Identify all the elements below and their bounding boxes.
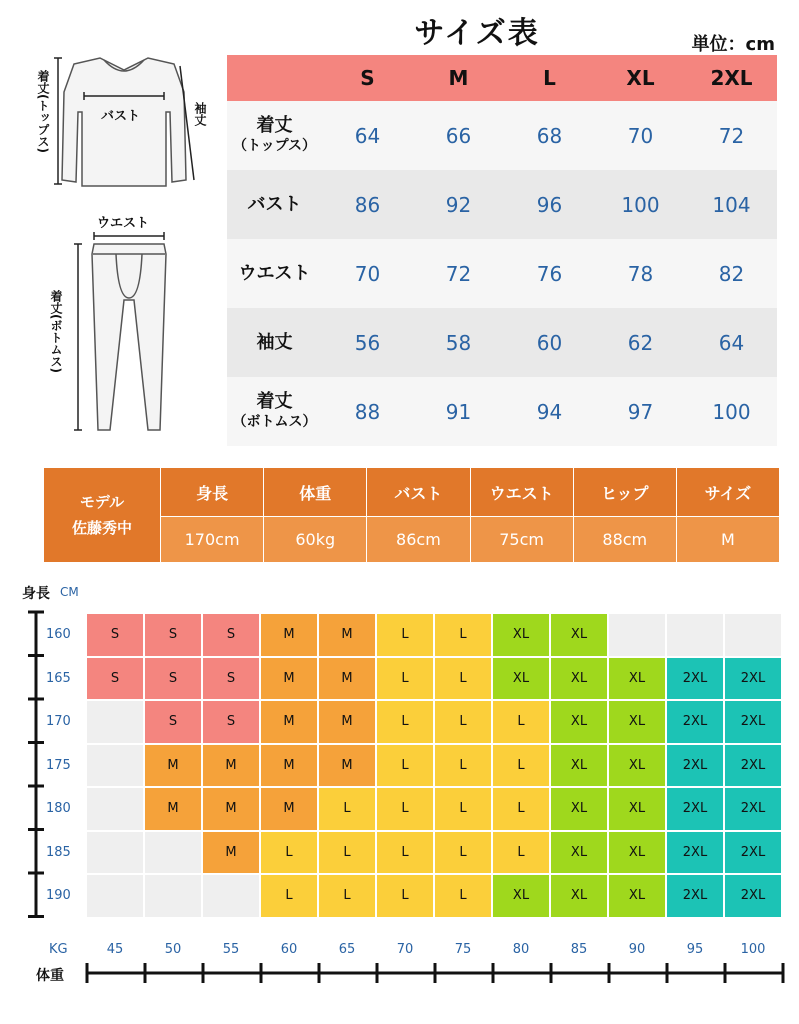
grid-cell: XL <box>609 745 665 787</box>
height-tick-label: 160 <box>46 627 71 642</box>
bust-label: バスト <box>101 109 141 124</box>
size-value-cell: 70 <box>627 123 654 148</box>
grid-cell: M <box>203 745 259 787</box>
size-row-label-sub: （ボトムス） <box>232 413 317 430</box>
grid-cell: L <box>377 745 433 787</box>
grid-cell: XL <box>493 658 549 700</box>
size-value-cell: 58 <box>445 330 472 355</box>
grid-cell: L <box>377 875 433 917</box>
size-value-cell: 96 <box>536 192 563 217</box>
size-value-cell: 86 <box>354 192 381 217</box>
grid-cell: L <box>377 832 433 874</box>
model-header: サイズ <box>677 468 779 517</box>
grid-cell <box>609 614 665 656</box>
grid-cell: L <box>435 875 491 917</box>
size-value-cell: 82 <box>718 261 745 286</box>
size-row-label-sub: （トップス） <box>232 137 317 154</box>
grid-cell: M <box>203 788 259 830</box>
model-value: 60kg <box>264 517 366 562</box>
height-tick-label: 170 <box>46 714 71 729</box>
grid-cell <box>203 875 259 917</box>
model-name: 佐藤秀中 <box>71 519 132 537</box>
grid-cell: 2XL <box>667 788 723 830</box>
grid-cell: L <box>377 658 433 700</box>
size-value-cell: 88 <box>354 399 381 424</box>
grid-cell: 2XL <box>725 745 781 787</box>
size-grid <box>87 614 784 920</box>
height-tick-label: 180 <box>46 801 71 816</box>
grid-cell: S <box>203 614 259 656</box>
grid-cell: 2XL <box>725 875 781 917</box>
grid-cell <box>145 875 201 917</box>
size-value-cell: 100 <box>621 192 660 217</box>
grid-cell <box>87 832 143 874</box>
grid-cell: XL <box>609 701 665 743</box>
grid-cell: S <box>145 658 201 700</box>
grid-cell <box>725 614 781 656</box>
unit-label: 単位：cm <box>691 34 775 55</box>
grid-cell: L <box>377 701 433 743</box>
weight-tick-label: 65 <box>338 942 356 957</box>
grid-cell: M <box>319 745 375 787</box>
grid-cell: L <box>435 788 491 830</box>
grid-cell: 2XL <box>667 875 723 917</box>
grid-cell: M <box>319 701 375 743</box>
grid-cell: 2XL <box>667 745 723 787</box>
grid-cell: 2XL <box>725 701 781 743</box>
size-value-cell: 56 <box>354 330 381 355</box>
grid-cell: L <box>377 788 433 830</box>
grid-cell: XL <box>551 701 607 743</box>
size-value-cell: 64 <box>354 123 381 148</box>
size-value-cell: 78 <box>627 261 654 286</box>
page-title: サイズ表 <box>414 16 540 51</box>
size-value-cell: 100 <box>712 399 751 424</box>
grid-cell: S <box>87 614 143 656</box>
height-axis-title: 身長 <box>22 586 50 602</box>
grid-cell <box>87 788 143 830</box>
grid-cell: L <box>261 832 317 874</box>
weight-axis-title: 体重 <box>36 968 64 984</box>
model-header: ウエスト <box>471 468 573 517</box>
grid-cell: M <box>145 745 201 787</box>
grid-cell: 2XL <box>667 658 723 700</box>
weight-tick-label: 50 <box>164 942 182 957</box>
grid-cell: M <box>319 614 375 656</box>
size-value-cell: 64 <box>718 330 745 355</box>
grid-cell: S <box>145 701 201 743</box>
height-tick-label: 185 <box>46 844 71 860</box>
size-value-cell: 104 <box>712 192 751 217</box>
weight-tick-label: 75 <box>454 942 472 957</box>
size-value-cell: 72 <box>445 261 472 286</box>
grid-cell: M <box>319 658 375 700</box>
size-value-cell: 60 <box>536 330 563 355</box>
grid-cell: S <box>203 658 259 700</box>
grid-cell: XL <box>609 832 665 874</box>
size-value-cell: 76 <box>536 261 563 286</box>
grid-cell: L <box>435 745 491 787</box>
grid-cell: XL <box>551 875 607 917</box>
grid-cell <box>87 875 143 917</box>
weight-tick-label: 45 <box>106 942 124 957</box>
grid-cell: XL <box>551 832 607 874</box>
grid-cell: L <box>493 832 549 874</box>
weight-tick-label: 90 <box>628 942 646 957</box>
grid-cell: M <box>261 614 317 656</box>
grid-cell: XL <box>609 658 665 700</box>
model-value: M <box>677 517 779 562</box>
grid-cell <box>667 614 723 656</box>
grid-cell: 2XL <box>667 832 723 874</box>
size-row-label-main: バスト <box>247 193 302 215</box>
model-header: 身長 <box>161 468 263 517</box>
grid-cell: 2XL <box>725 832 781 874</box>
top-length-label: 着丈(トップス) <box>36 70 50 153</box>
grid-cell: L <box>493 745 549 787</box>
grid-cell <box>87 701 143 743</box>
grid-cell: 2XL <box>667 701 723 743</box>
size-row-label-main: ウエスト <box>238 262 311 284</box>
grid-cell: M <box>145 788 201 830</box>
sleeve-label: 袖丈 <box>193 102 207 126</box>
model-header: 体重 <box>264 468 366 517</box>
grid-cell: S <box>203 701 259 743</box>
size-value-cell: 97 <box>627 399 654 424</box>
grid-cell: S <box>87 658 143 700</box>
grid-cell: XL <box>609 875 665 917</box>
grid-cell: L <box>435 701 491 743</box>
grid-cell: L <box>319 875 375 917</box>
weight-tick-label: 60 <box>280 942 298 957</box>
size-value-cell: 66 <box>445 123 472 148</box>
grid-cell: L <box>319 832 375 874</box>
grid-cell: XL <box>493 875 549 917</box>
model-value: 88cm <box>574 517 676 562</box>
grid-cell: 2XL <box>725 658 781 700</box>
grid-cell: XL <box>609 788 665 830</box>
model-value: 170cm <box>161 517 263 562</box>
weight-unit: KG <box>49 942 68 957</box>
size-value-cell: 72 <box>718 123 745 148</box>
grid-cell: 2XL <box>725 788 781 830</box>
weight-tick-label: 95 <box>686 942 704 957</box>
size-row-label-main: 着丈 <box>256 390 293 412</box>
grid-cell: L <box>319 788 375 830</box>
size-row-label-main: 袖丈 <box>256 331 293 353</box>
weight-tick-label: 100 <box>740 942 766 957</box>
size-value-cell: 94 <box>536 399 563 424</box>
grid-cell: L <box>377 614 433 656</box>
height-tick-label: 190 <box>46 888 71 903</box>
grid-cell: M <box>261 701 317 743</box>
grid-cell <box>87 745 143 787</box>
grid-cell: L <box>493 788 549 830</box>
grid-cell: XL <box>551 788 607 830</box>
weight-tick-label: 55 <box>222 942 240 957</box>
grid-cell: XL <box>551 745 607 787</box>
height-tick-label: 175 <box>46 757 71 773</box>
model-header: ヒップ <box>574 468 676 517</box>
grid-cell: S <box>145 614 201 656</box>
height-tick-label: 165 <box>46 670 71 686</box>
model-value: 86cm <box>367 517 469 562</box>
weight-tick-label: 80 <box>512 942 530 957</box>
size-header-cell: L <box>543 66 556 90</box>
bottom-length-label: 着丈(ボトムス) <box>49 290 63 373</box>
size-header-cell: S <box>360 66 375 90</box>
grid-cell: M <box>261 788 317 830</box>
grid-cell: XL <box>493 614 549 656</box>
size-value-cell: 92 <box>445 192 472 217</box>
size-header-cell: M <box>448 66 469 90</box>
grid-cell: XL <box>551 658 607 700</box>
grid-cell: M <box>261 658 317 700</box>
grid-cell: L <box>435 832 491 874</box>
size-value-cell: 68 <box>536 123 563 148</box>
grid-cell: XL <box>551 614 607 656</box>
size-row-label-main: 着丈 <box>256 114 293 136</box>
grid-cell: L <box>493 701 549 743</box>
grid-cell: L <box>435 614 491 656</box>
grid-cell: L <box>435 658 491 700</box>
weight-tick-label: 85 <box>570 942 588 957</box>
height-unit: CM <box>60 585 79 599</box>
model-title: モデル <box>79 493 125 511</box>
size-value-cell: 91 <box>445 399 472 424</box>
size-header-cell: 2XL <box>710 66 753 90</box>
grid-cell: M <box>203 832 259 874</box>
model-header: バスト <box>367 468 469 517</box>
weight-tick-label: 70 <box>396 942 414 957</box>
size-value-cell: 70 <box>354 261 381 286</box>
grid-cell: M <box>261 745 317 787</box>
model-value: 75cm <box>471 517 573 562</box>
grid-cell <box>145 832 201 874</box>
size-header-cell: XL <box>626 66 655 90</box>
size-value-cell: 62 <box>627 330 654 355</box>
waist-label: ウエスト <box>97 216 150 231</box>
grid-cell: L <box>261 875 317 917</box>
